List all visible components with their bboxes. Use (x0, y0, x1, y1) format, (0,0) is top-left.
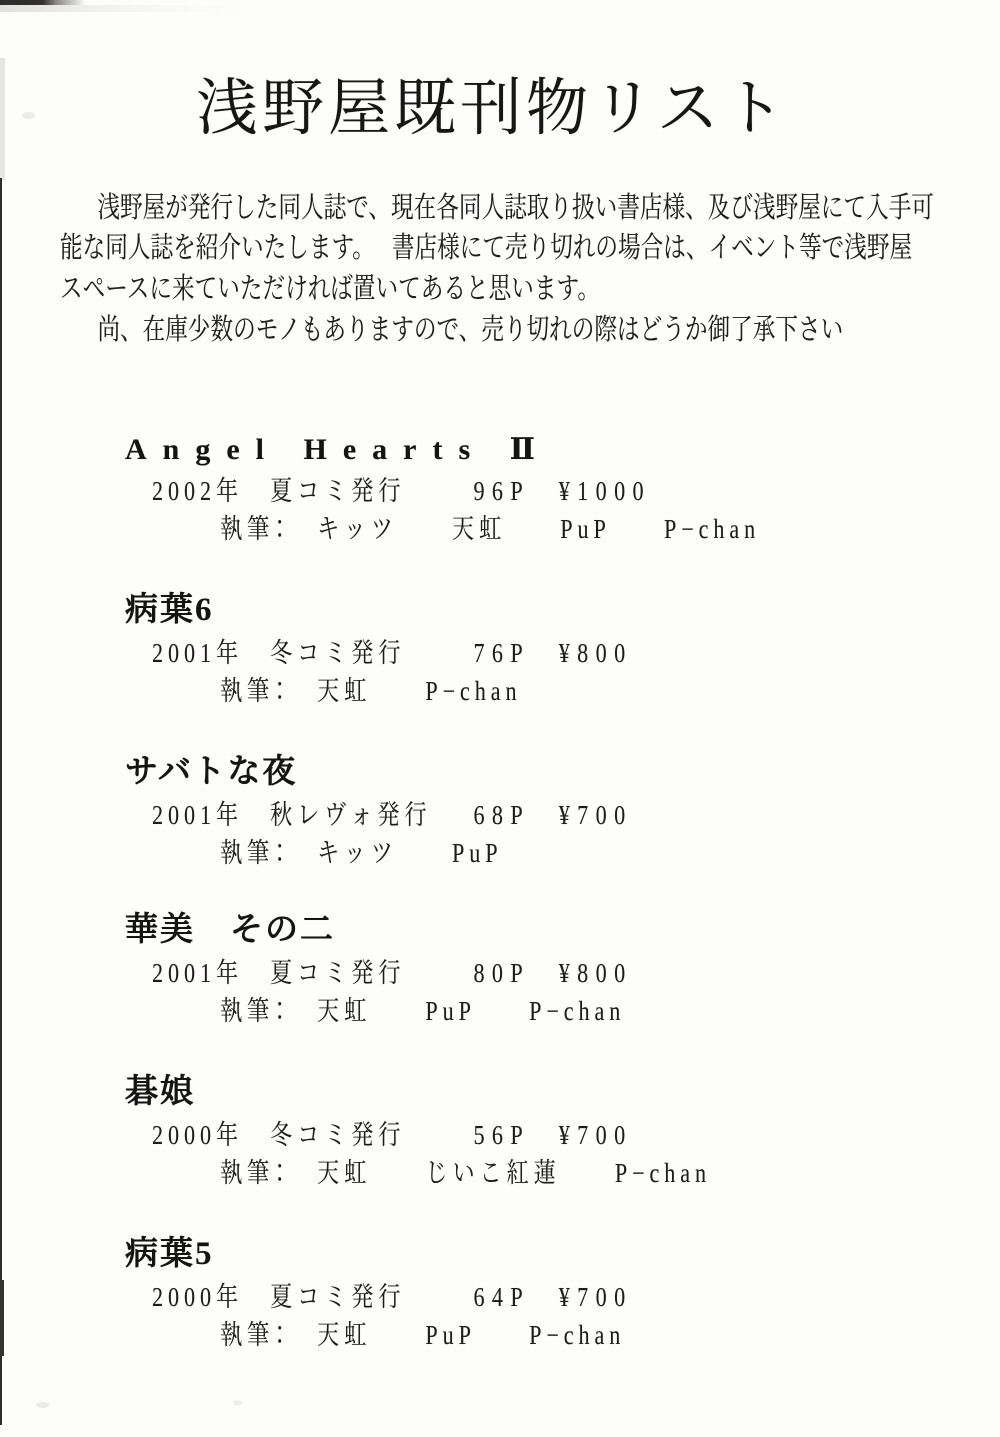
entry-writers-line: 執筆： 天虹 P−chan (220, 676, 522, 706)
intro-line-2: 能な同人誌を紹介いたします。 書店様にて売り切れの場合は、イベント等で浅野屋 (60, 232, 913, 264)
catalog-entry (0, 1234, 1000, 1364)
entry-info-line (152, 1118, 633, 1152)
entry-info-line (152, 1280, 633, 1314)
entry-title: 病葉6 (125, 592, 214, 628)
catalog-entry (0, 428, 1000, 558)
intro-paragraph (60, 188, 980, 350)
entry-pages-price: 76P ¥800 (473, 638, 633, 668)
entry-title: 碁娘 (125, 1074, 195, 1110)
entry-pages-price: 80P ¥800 (473, 958, 633, 988)
scan-artifact-left-edge-light (0, 58, 5, 180)
entry-date-event: 2001年 夏コミ発行 (152, 958, 406, 988)
entry-pages-price: 68P ¥700 (473, 800, 633, 830)
scan-artifact-top-edge (0, 0, 86, 5)
intro-line-1: 浅野屋が発行した同人誌で、現在各同人誌取り扱い書店様、及び浅野屋にて入手可 (97, 192, 934, 224)
entry-date-event: 2001年 秋レヴォ発行 (152, 800, 432, 830)
entry-writers-line: 執筆： 天虹 PuP P−chan (220, 996, 626, 1026)
entry-date-event: 2000年 夏コミ発行 (152, 1282, 406, 1312)
entry-pages-price: 96P ¥1000 (473, 476, 651, 506)
catalog-entry (0, 1072, 1000, 1202)
entry-writers-line: 執筆： 天虹 じいこ紅蓮 P−chan (220, 1158, 711, 1188)
entry-info-line (152, 956, 633, 990)
entry-writers-line: 執筆： キッツ PuP (220, 838, 503, 868)
entry-date-event: 2001年 冬コミ発行 (152, 638, 406, 668)
entry-info-line (152, 636, 633, 670)
intro-line-4: 尚、在庫少数のモノもありますので、売り切れの際はどうか御了承下さい (97, 314, 844, 346)
entry-info-line (152, 474, 651, 508)
entry-title: 病葉5 (125, 1236, 214, 1272)
entry-pages-price: 56P ¥700 (473, 1120, 633, 1150)
scan-artifact-top-smear (0, 5, 245, 12)
entry-writers-line: 執筆： キッツ 天虹 PuP P−chan (220, 514, 761, 544)
entry-pages-price: 64P ¥700 (473, 1282, 633, 1312)
entry-writers-line: 執筆： 天虹 PuP P−chan (220, 1320, 626, 1350)
scan-artifact-smudge (233, 1400, 242, 1406)
catalog-entry (0, 590, 1000, 720)
entry-info-line (152, 798, 633, 832)
scan-artifact-smudge (36, 1402, 49, 1408)
entry-date-event: 2002年 夏コミ発行 (152, 476, 406, 506)
page-title: 浅野屋既刊物リスト (196, 75, 789, 143)
catalog-entry (0, 752, 1000, 882)
entry-date-event: 2000年 冬コミ発行 (152, 1120, 406, 1150)
intro-line-3: スペースに来ていただければ置いてあると思います。 (60, 273, 600, 305)
entry-title: 華美 その二 (125, 912, 335, 948)
entry-title: サバトな夜 (125, 754, 298, 790)
entry-title: Angel Hearts Ⅱ (125, 433, 551, 466)
scan-artifact-smudge (22, 112, 35, 119)
catalog-entry (0, 910, 1000, 1040)
